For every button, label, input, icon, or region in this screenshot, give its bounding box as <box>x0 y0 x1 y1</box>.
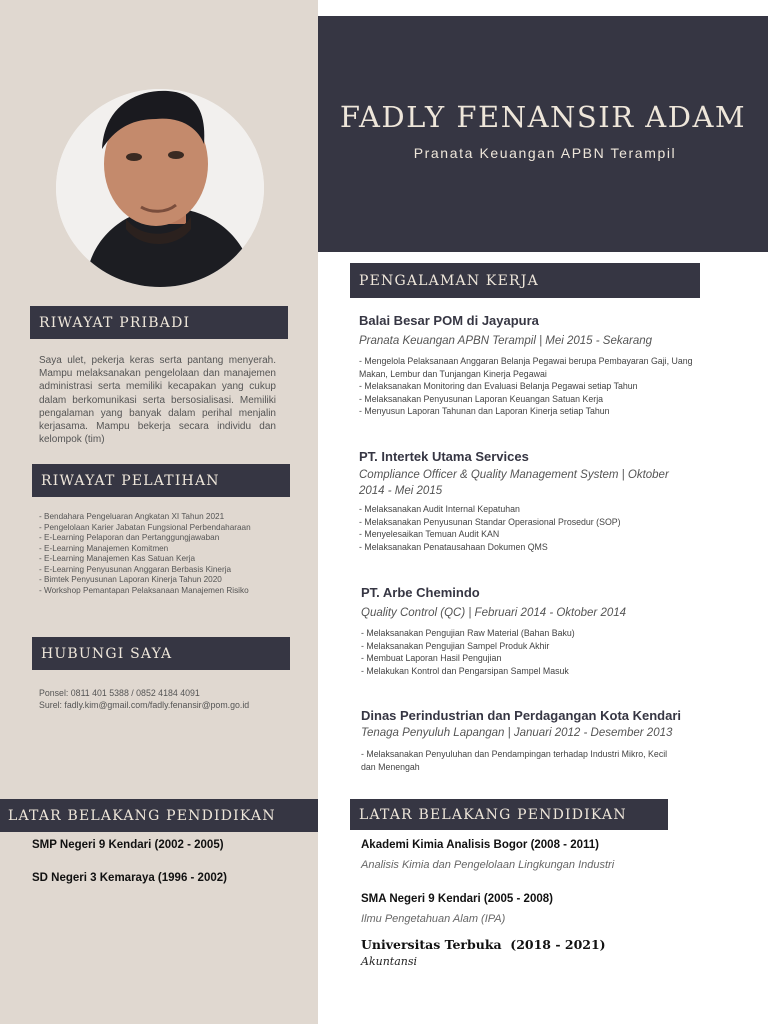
contact-phone: Ponsel: 0811 401 5388 / 0852 4184 4091 <box>39 688 200 698</box>
job-role: Tenaga Penyuluh Lapangan | Januari 2012 - Desember 2013 <box>361 727 673 739</box>
list-item: - Pengelolaan Karier Jabatan Fungsional Perbendaharaan <box>39 522 251 532</box>
list-item: - E-Learning Manajemen Komitmen <box>39 543 169 553</box>
job-duties <box>359 355 704 418</box>
left-education-item: SD Negeri 3 Kemaraya (1996 - 2002) <box>32 872 227 884</box>
job-duties <box>361 627 706 677</box>
hubungi-saya-heading: HUBUNGI SAYA <box>32 637 290 670</box>
left-education-item: SMP Negeri 9 Kendari (2002 - 2005) <box>32 839 224 851</box>
list-item: - Melaksanakan Penatausahaan Dokumen QMS <box>359 541 548 552</box>
list-item: - Melakukan Kontrol dan Pengarsipan Sampel Masuk <box>361 665 569 676</box>
job-company: Dinas Perindustrian dan Perdagangan Kota Kendari <box>361 708 682 723</box>
riwayat-pribadi-text: Saya ulet, pekerja keras serta pantang menyerah. Mampu melaksanakan pengelolaan dan manajemen administrasi serta memiliki kecapakan yang cukup dalam berkomunikasi serta bersosialisasi. Memiliki pengalaman yang banyak dalam perihal menjalin kerjasama. Mampu bekerja secara individu dan kelompok (tim) <box>39 355 276 446</box>
list-item: - Bimtek Penyusunan Laporan Kinerja Tahun 2020 <box>39 575 222 584</box>
education-school: SMA Negeri 9 Kendari (2005 - 2008) <box>361 893 553 905</box>
list-item: - Workshop Pemantapan Pelaksanaan Manajemen Risiko <box>39 585 249 595</box>
left-education-heading: LATAR BELAKANG PENDIDIKAN <box>0 799 318 832</box>
list-item: - Bendahara Pengeluaran Angkatan XI Tahun 2021 <box>39 512 225 521</box>
list-item: - Melaksanakan Pengujian Raw Material (Bahan Baku) <box>361 628 575 638</box>
contact-email: Surel: fadly.kim@gmail.com/fadly.fenansir@pom.go.id <box>39 700 250 710</box>
job-duties <box>359 503 704 553</box>
list-item: - Melaksanakan Monitoring dan Evaluasi Belanja Pegawai setiap Tahun <box>359 381 638 391</box>
list-item: - E-Learning Manajemen Kas Satuan Kerja <box>39 554 196 563</box>
profile-title: Pranata Keuangan APBN Terampil <box>413 145 677 161</box>
profile-name: FADLY FENANSIR ADAM <box>339 100 747 134</box>
right-education-heading: LATAR BELAKANG PENDIDIKAN <box>350 799 668 830</box>
job-company: Balai Besar POM di Jayapura <box>359 313 539 328</box>
job-role: Compliance Officer & Quality Management System | Oktober 2014 - Mei 2015 <box>359 469 669 497</box>
education-school: Akademi Kimia Analisis Bogor (2008 - 2011) <box>361 839 599 851</box>
list-item: - Melaksanakan Penyusunan Standar Operasional Prosedur (SOP) <box>359 516 621 527</box>
list-item: - E-Learning Penyusunan Anggaran Berbasis Kinerja <box>39 564 232 574</box>
job-role: Quality Control (QC) | Februari 2014 - Oktober 2014 <box>361 607 627 619</box>
list-item: - Melaksanakan Penyusunan Laporan Keuangan Satuan Kerja <box>359 393 604 404</box>
job-role: Pranata Keuangan APBN Terampil | Mei 2015 - Sekarang <box>359 335 653 347</box>
list-item: - Melaksanakan Audit Internal Kepatuhan <box>359 504 520 514</box>
education-major: Analisis Kimia dan Pengelolaan Lingkungan Industri <box>361 859 615 871</box>
list-item: - Melaksanakan Pengujian Sampel Produk Akhir <box>361 640 550 651</box>
list-item: - Menyusun Laporan Tahunan dan Laporan Kinerja setiap Tahun <box>359 406 610 416</box>
riwayat-pribadi-heading: RIWAYAT PRIBADI <box>30 306 288 339</box>
education-school: Universitas Terbuka (2018 - 2021) <box>361 937 606 952</box>
job-company: PT. Intertek Utama Services <box>359 449 529 464</box>
pengalaman-kerja-heading: PENGALAMAN KERJA <box>350 263 700 298</box>
training-list <box>39 512 299 596</box>
header-banner <box>318 16 768 252</box>
avatar <box>56 89 264 287</box>
education-major: Ilmu Pengetahuan Alam (IPA) <box>361 913 506 925</box>
list-item: - Menyelesaikan Temuan Audit KAN <box>359 529 500 539</box>
riwayat-pelatihan-heading: RIWAYAT PELATIHAN <box>32 464 290 497</box>
list-item: - Mengelola Pelaksanaan Anggaran Belanja Pegawai berupa Pembayaran Gaji, Uang Makan, Lembur dan Tunjangan Kinerja Pegawai <box>359 356 693 379</box>
list-item: - E-Learning Pelaporan dan Pertanggungjawaban <box>39 533 220 542</box>
list-item: - Melaksanakan Penyuluhan dan Pendampingan terhadap Industri Mikro, Kecil dan Menengah <box>361 749 668 772</box>
job-duties <box>361 748 681 773</box>
list-item: - Membuat Laporan Hasil Pengujian <box>361 653 502 663</box>
job-company: PT. Arbe Chemindo <box>361 585 480 600</box>
education-major: Akuntansi <box>361 955 418 968</box>
